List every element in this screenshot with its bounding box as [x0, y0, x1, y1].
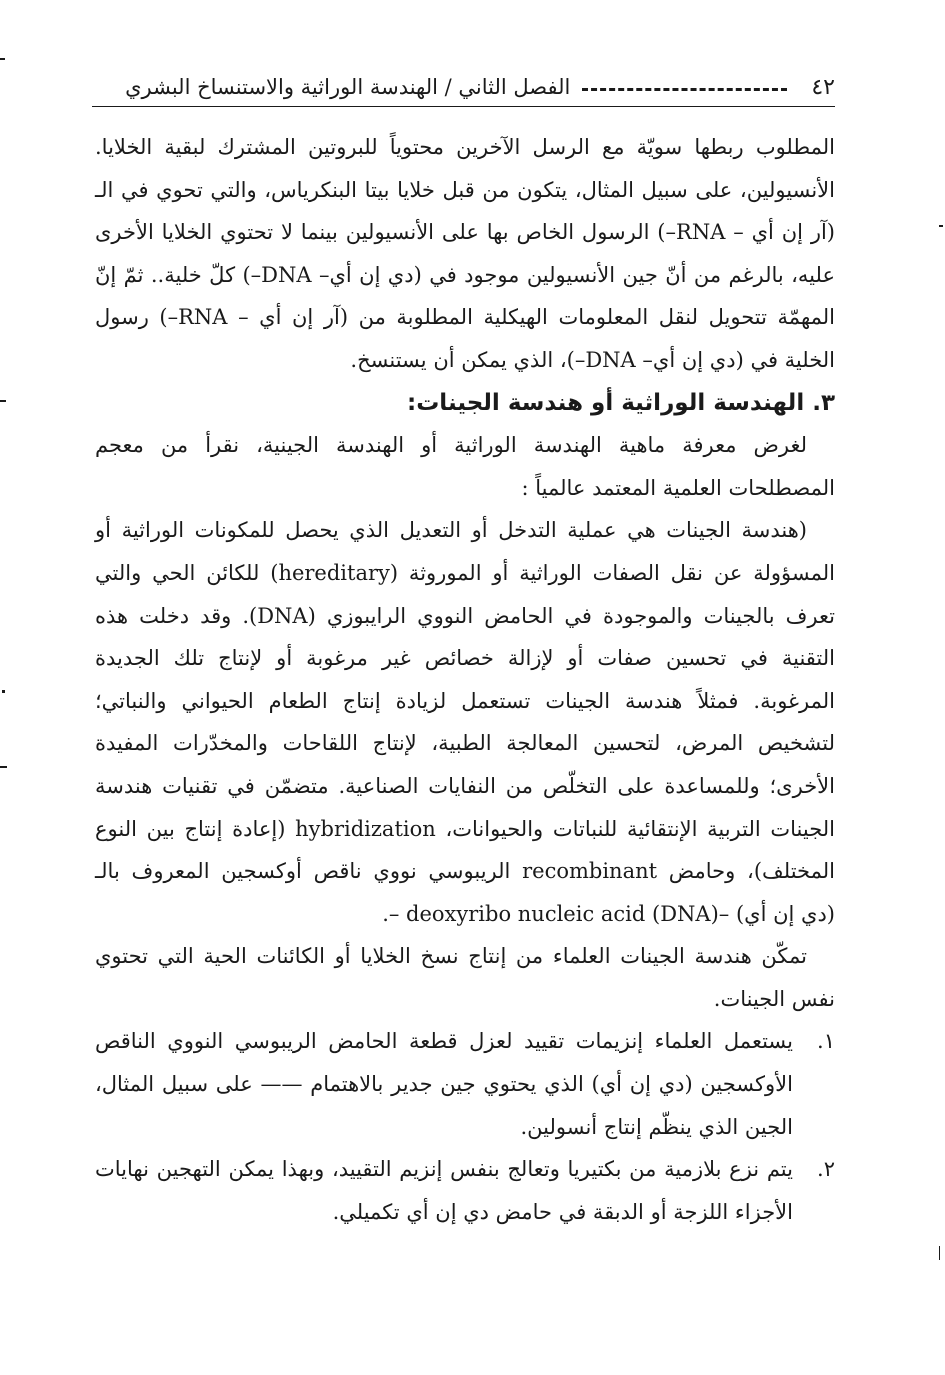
definition-paragraph: (هندسة الجينات هي عملية التدخل أو التعديل الذي يحصل للمكونات الوراثية أو المسؤولة عن نقل الصفات الوراثية أو الموروثة (hereditary) للكائن الحي والتي تعرف بالجينات والموجودة في الحامض النووي الرايبوزي (DNA). وقد دخلت هذه التقنية في تحسين صفات أو لإزالة خصائص غير مرغوبة أو لإنتاج تلك الجديدة المرغوبة. فمثلاً هندسة الجينات تستعمل لزيادة إنتاج الطعام الحيواني والنباتي؛ لتشخيص المرض، لتحسين المعالجة الطبية، لإنتاج اللقاحات والمخدّرات المفيدة الأخرى؛ وللمساعدة على التخلّص من النفايات الصناعية. متضمّن في تقنيات هندسة الجينات التربية الإنتقائية للنباتات والحيوانات، hybridization (إعادة إنتاج بين النوع المختلف)، وحامض recombinant الريبوسي نووي ناقص أوكسجين المعروف بالـ (دي إن أي) –(deoxyribo nucleic acid (DNA –. — [95, 518, 835, 926]
page-number: ٤٢ — [811, 74, 835, 100]
running-header — [92, 68, 835, 108]
list-item-text: يتم نزع بلازمية من بكتيريا وتعالج بنفس إنزيم التقييد، وبهذا يمكن التهجين نهايات الأجزاء اللزجة أو الدبقة في حامض دي إن أي تكميلي. — [95, 1157, 793, 1224]
scan-mark — [0, 400, 6, 402]
list-item-number: ١. — [817, 1029, 835, 1054]
section-intro: لغرض معرفة ماهية الهندسة الوراثية أو الهندسة الجينية، نقرأ من معجم المصطلحات العلمية المعتمد عالمياً : — [95, 433, 835, 500]
scan-mark — [2, 690, 5, 693]
list-item — [95, 1020, 835, 1148]
list-item — [95, 1148, 835, 1233]
scan-mark — [939, 1246, 940, 1260]
section-heading: ٣. الهندسة الوراثية أو هندسة الجينات: — [407, 389, 835, 416]
steps-list — [95, 1020, 835, 1233]
paragraph: المطلوب ربطها سويّة مع الرسل الآخرين محتوياً للبروتين المشترك لبقية الخلايا. الأنسيولين، على سبيل المثال، يتكون من قبل خلايا بيتا البنكرياس، والتي تحوي في الـ (آر إن أي – RNA–) الرسول الخاص بها على الأنسيولين بينما لا تحتوي الخلايا الأخرى عليه، بالرغم من أنّ جين الأنسيولين موجود في (دي إن أي– DNA–) كلّ خلية.. ثمّ إنّ المهمّة تتحويل لنقل المعلومات الهيكلية المطلوبة من (آر إن أي – RNA–) رسول الخلية في (دي إن أي– DNA–)، الذي يمكن أن يستنسخ. — [95, 135, 836, 372]
header-dashed-rule — [582, 88, 787, 91]
closing-paragraph: تمكّن هندسة الجينات العلماء من إنتاج نسخ الخلايا أو الكائنات الحية التي تحتوي نفس الجينات. — [95, 944, 835, 1011]
scan-mark — [0, 766, 7, 768]
chapter-title: الفصل الثاني / الهندسة الوراثية والاستنساخ البشري — [125, 75, 571, 100]
scan-mark — [939, 225, 943, 227]
header-rule — [92, 106, 835, 107]
list-item-number: ٢. — [817, 1157, 835, 1182]
body-text — [95, 126, 835, 1233]
scan-mark — [0, 58, 5, 60]
list-item-text: يستعمل العلماء إنزيمات تقييد لعزل قطعة الحامض الريبوسي النووي الناقص الأوكسجين (دي إن أي) الذي يحتوي جين جدير بالاهتمام —— على سبيل المثال، الجين الذي ينظّم إنتاج أنسولين. — [95, 1029, 793, 1139]
